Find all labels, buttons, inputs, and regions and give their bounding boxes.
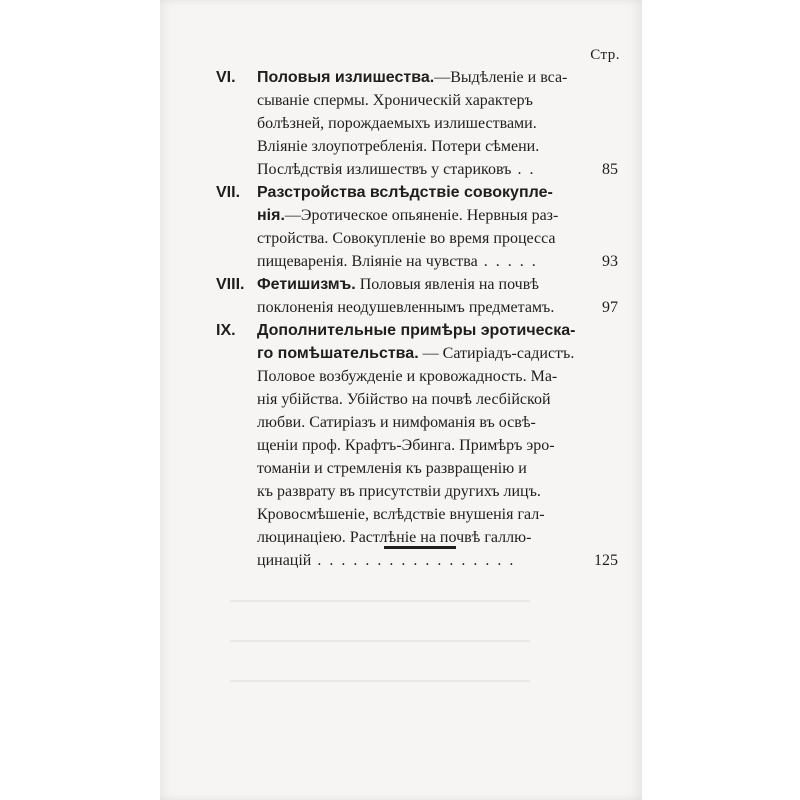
toc-line	[257, 503, 618, 526]
bleed-through-line	[230, 600, 530, 602]
chapter-description: поклоненія неодушевленнымъ предметамъ.	[257, 299, 555, 316]
chapter-description: Кровосмѣшеніе, вслѣдствіе внушенія гал-	[257, 506, 545, 523]
chapter-title: Разстройства вслѣдствіе совокупле-	[257, 184, 553, 201]
toc-line	[216, 273, 618, 296]
chapter-description: —Выдѣленіе и вса-	[434, 69, 568, 86]
toc-line	[257, 411, 618, 434]
page-number: 93	[602, 253, 618, 270]
chapter-description: къ разврату въ присутствіи другихъ лицъ.	[257, 483, 541, 500]
chapter-title: Дополнительные примѣры эротическа-	[257, 322, 576, 339]
dot-leader: . . . . .	[477, 253, 538, 270]
chapter-description: любви. Сатиріазъ и нимфоманія въ освѣ-	[257, 414, 536, 431]
chapter-numeral: IX.	[216, 322, 236, 339]
toc-line	[216, 181, 618, 204]
dot-leader: . .	[511, 161, 536, 178]
chapter-description: люцинаціею. Растлѣніе на почвѣ галлю-	[257, 529, 532, 546]
toc-entry	[218, 181, 618, 273]
chapter-description: Половыя явленія на почвѣ	[355, 276, 539, 293]
chapter-description: — Сатиріадъ-садистъ.	[418, 345, 575, 362]
chapter-numeral: VIII.	[216, 276, 245, 293]
chapter-description: стройства. Совокупленіе во время процесса	[257, 230, 556, 247]
toc-line	[257, 457, 618, 480]
toc-line	[257, 250, 618, 273]
chapter-description: сываніе спермы. Хроническій характеръ	[257, 92, 533, 109]
chapter-numeral: VII.	[216, 184, 241, 201]
chapter-description: Половое возбужденіе и кровожадность. Ма-	[257, 368, 558, 385]
book-page	[160, 0, 642, 800]
toc-line	[257, 365, 618, 388]
toc-line	[257, 434, 618, 457]
toc-line	[257, 549, 618, 572]
toc-line	[257, 158, 618, 181]
page-number: 125	[594, 552, 618, 569]
toc-line	[257, 480, 618, 503]
toc-line	[257, 342, 618, 365]
chapter-description: Вліяніе злоупотребленія. Потери сѣмени.	[257, 138, 540, 155]
toc-line	[257, 135, 618, 158]
toc-entry	[218, 66, 618, 181]
bleed-through-line	[230, 640, 530, 642]
chapter-description: —Эротическое опьяненіе. Нервныя раз-	[284, 207, 559, 224]
chapter-description: цинацій	[257, 552, 312, 569]
page-number: 97	[602, 299, 618, 316]
toc-line	[216, 66, 618, 89]
chapter-description: Послѣдствія излишествъ у стариковъ	[257, 161, 512, 178]
chapter-description: болѣзней, порождаемыхъ излишествами.	[257, 115, 537, 132]
chapter-description: нія убійства. Убійство на почвѣ лесбійской	[257, 391, 551, 408]
section-divider-rule	[384, 546, 456, 549]
chapter-description: пищеваренія. Вліяніе на чувства	[257, 253, 478, 270]
chapter-numeral: VI.	[216, 69, 236, 86]
chapter-description: щеніи проф. Крафтъ-Эбинга. Примѣръ эро-	[257, 437, 555, 454]
toc-entry	[218, 273, 618, 319]
toc-line	[257, 112, 618, 135]
toc-line	[257, 388, 618, 411]
chapter-title: Половыя излишества.	[257, 69, 435, 86]
chapter-title: го помѣшательства.	[257, 345, 419, 362]
toc-line	[257, 227, 618, 250]
toc-line	[257, 204, 618, 227]
page-column-label: Стр.	[590, 47, 620, 63]
toc-line	[216, 319, 618, 342]
page-number: 85	[602, 161, 618, 178]
chapter-title: Фетишизмъ.	[257, 276, 356, 293]
toc-line	[257, 89, 618, 112]
bleed-through-line	[230, 680, 530, 682]
chapter-description: томаніи и стремленія къ развращенію и	[257, 460, 527, 477]
toc-line	[257, 296, 618, 319]
table-of-contents	[218, 66, 618, 572]
toc-entry	[218, 319, 618, 572]
chapter-title: нія.	[257, 207, 285, 224]
dot-leader: . . . . . . . . . . . . . . . . .	[311, 552, 516, 569]
